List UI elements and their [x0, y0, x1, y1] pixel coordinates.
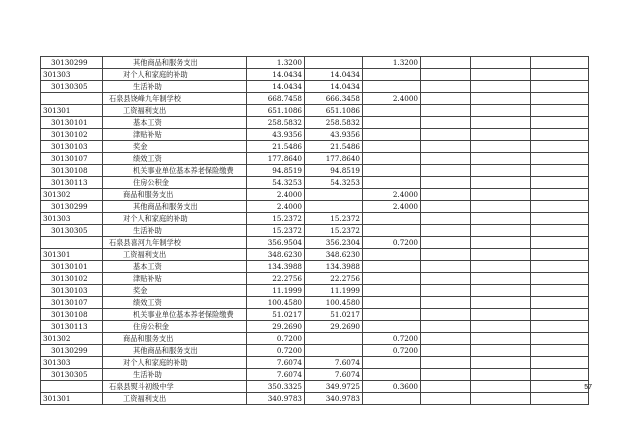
empty-cell: [531, 345, 589, 357]
empty-cell: [421, 357, 471, 369]
project-expense-cell: [363, 273, 421, 285]
total-amount-cell: 15.2372: [247, 225, 305, 237]
subject-name-cell: 奖金: [103, 141, 247, 153]
total-amount-cell: 356.9504: [247, 237, 305, 249]
project-expense-cell: 2.4000: [363, 93, 421, 105]
empty-cell: [531, 129, 589, 141]
empty-cell: [421, 93, 471, 105]
budget-table: [40, 56, 589, 405]
total-amount-cell: 340.9783: [247, 393, 305, 405]
subject-name-cell: 对个人和家庭的补助: [103, 69, 247, 81]
table-row: [41, 225, 589, 237]
empty-cell: [531, 189, 589, 201]
table-row: [41, 297, 589, 309]
total-amount-cell: 2.4000: [247, 201, 305, 213]
subject-name-cell: 其他商品和服务支出: [103, 345, 247, 357]
empty-cell: [421, 141, 471, 153]
subject-code-cell: 30130107: [41, 153, 103, 165]
empty-cell: [421, 345, 471, 357]
empty-cell: [531, 393, 589, 405]
basic-expense-cell: 177.8640: [305, 153, 363, 165]
budget-table-body: [41, 57, 589, 405]
total-amount-cell: 94.8519: [247, 165, 305, 177]
empty-cell: [421, 81, 471, 93]
subject-name-cell: 生活补助: [103, 369, 247, 381]
subject-name-cell: 生活补助: [103, 225, 247, 237]
project-expense-cell: [363, 321, 421, 333]
table-row: [41, 201, 589, 213]
empty-cell: [421, 237, 471, 249]
empty-cell: [531, 261, 589, 273]
basic-expense-cell: 29.2690: [305, 321, 363, 333]
subject-code-cell: [41, 381, 103, 393]
empty-cell: [471, 105, 531, 117]
empty-cell: [471, 117, 531, 129]
total-amount-cell: 7.6074: [247, 369, 305, 381]
empty-cell: [421, 69, 471, 81]
empty-cell: [531, 225, 589, 237]
empty-cell: [421, 273, 471, 285]
empty-cell: [421, 309, 471, 321]
subject-name-cell: 基本工资: [103, 117, 247, 129]
empty-cell: [471, 273, 531, 285]
subject-code-cell: 301303: [41, 213, 103, 225]
total-amount-cell: 11.1999: [247, 285, 305, 297]
subject-code-cell: 30130305: [41, 81, 103, 93]
total-amount-cell: 258.5832: [247, 117, 305, 129]
table-row: [41, 393, 589, 405]
empty-cell: [421, 297, 471, 309]
project-expense-cell: [363, 165, 421, 177]
empty-cell: [421, 201, 471, 213]
total-amount-cell: 15.2372: [247, 213, 305, 225]
empty-cell: [471, 153, 531, 165]
basic-expense-cell: 7.6074: [305, 369, 363, 381]
table-row: [41, 381, 589, 393]
basic-expense-cell: 15.2372: [305, 213, 363, 225]
table-row: [41, 333, 589, 345]
basic-expense-cell: 258.5832: [305, 117, 363, 129]
subject-name-cell: 住房公积金: [103, 321, 247, 333]
subject-code-cell: 30130102: [41, 129, 103, 141]
empty-cell: [471, 357, 531, 369]
basic-expense-cell: 134.3988: [305, 261, 363, 273]
subject-name-cell: 工资福利支出: [103, 249, 247, 261]
empty-cell: [531, 333, 589, 345]
project-expense-cell: [363, 309, 421, 321]
empty-cell: [471, 237, 531, 249]
project-expense-cell: [363, 129, 421, 141]
table-row: [41, 69, 589, 81]
empty-cell: [471, 381, 531, 393]
empty-cell: [421, 381, 471, 393]
empty-cell: [531, 93, 589, 105]
subject-code-cell: 301301: [41, 249, 103, 261]
empty-cell: [421, 321, 471, 333]
total-amount-cell: 43.9356: [247, 129, 305, 141]
total-amount-cell: 177.8640: [247, 153, 305, 165]
basic-expense-cell: 7.6074: [305, 357, 363, 369]
empty-cell: [531, 105, 589, 117]
page-number: 57: [584, 384, 592, 391]
empty-cell: [531, 57, 589, 69]
basic-expense-cell: [305, 57, 363, 69]
empty-cell: [421, 333, 471, 345]
subject-name-cell: 住房公积金: [103, 177, 247, 189]
empty-cell: [531, 369, 589, 381]
subject-code-cell: 30130103: [41, 285, 103, 297]
project-expense-cell: [363, 141, 421, 153]
project-expense-cell: [363, 213, 421, 225]
empty-cell: [531, 213, 589, 225]
empty-cell: [531, 357, 589, 369]
project-expense-cell: [363, 249, 421, 261]
project-expense-cell: 2.4000: [363, 189, 421, 201]
total-amount-cell: 350.3325: [247, 381, 305, 393]
basic-expense-cell: 15.2372: [305, 225, 363, 237]
basic-expense-cell: 54.3253: [305, 177, 363, 189]
empty-cell: [471, 69, 531, 81]
empty-cell: [471, 369, 531, 381]
subject-name-cell: 对个人和家庭的补助: [103, 357, 247, 369]
empty-cell: [531, 81, 589, 93]
table-row: [41, 321, 589, 333]
table-row: [41, 345, 589, 357]
basic-expense-cell: 666.3458: [305, 93, 363, 105]
empty-cell: [471, 189, 531, 201]
total-amount-cell: 51.0217: [247, 309, 305, 321]
basic-expense-cell: [305, 333, 363, 345]
empty-cell: [421, 57, 471, 69]
subject-code-cell: 30130103: [41, 141, 103, 153]
subject-code-cell: [41, 93, 103, 105]
empty-cell: [471, 93, 531, 105]
table-row: [41, 93, 589, 105]
empty-cell: [471, 225, 531, 237]
subject-name-cell: 石泉县饶峰九年制学校: [103, 93, 247, 105]
project-expense-cell: 0.7200: [363, 237, 421, 249]
empty-cell: [421, 117, 471, 129]
empty-cell: [421, 369, 471, 381]
project-expense-cell: [363, 261, 421, 273]
table-row: [41, 57, 589, 69]
project-expense-cell: [363, 81, 421, 93]
project-expense-cell: [363, 297, 421, 309]
subject-code-cell: 30130101: [41, 261, 103, 273]
subject-code-cell: 30130107: [41, 297, 103, 309]
empty-cell: [471, 309, 531, 321]
total-amount-cell: 21.5486: [247, 141, 305, 153]
subject-code-cell: 301302: [41, 189, 103, 201]
total-amount-cell: 100.4580: [247, 297, 305, 309]
basic-expense-cell: 43.9356: [305, 129, 363, 141]
empty-cell: [531, 381, 589, 393]
table-row: [41, 285, 589, 297]
project-expense-cell: [363, 357, 421, 369]
subject-code-cell: 30130299: [41, 57, 103, 69]
subject-name-cell: 工资福利支出: [103, 105, 247, 117]
table-row: [41, 369, 589, 381]
empty-cell: [471, 321, 531, 333]
project-expense-cell: [363, 177, 421, 189]
table-row: [41, 189, 589, 201]
empty-cell: [471, 333, 531, 345]
empty-cell: [471, 393, 531, 405]
subject-name-cell: 津贴补贴: [103, 273, 247, 285]
basic-expense-cell: 349.9725: [305, 381, 363, 393]
subject-name-cell: 其他商品和服务支出: [103, 57, 247, 69]
basic-expense-cell: 340.9783: [305, 393, 363, 405]
empty-cell: [471, 249, 531, 261]
total-amount-cell: 668.7458: [247, 93, 305, 105]
empty-cell: [531, 237, 589, 249]
empty-cell: [531, 69, 589, 81]
basic-expense-cell: 94.8519: [305, 165, 363, 177]
basic-expense-cell: 21.5486: [305, 141, 363, 153]
empty-cell: [421, 177, 471, 189]
empty-cell: [421, 249, 471, 261]
total-amount-cell: 651.1086: [247, 105, 305, 117]
subject-code-cell: 301301: [41, 105, 103, 117]
empty-cell: [471, 165, 531, 177]
table-row: [41, 237, 589, 249]
total-amount-cell: 2.4000: [247, 189, 305, 201]
subject-code-cell: 30130108: [41, 165, 103, 177]
empty-cell: [421, 189, 471, 201]
subject-code-cell: 30130113: [41, 321, 103, 333]
empty-cell: [531, 153, 589, 165]
subject-code-cell: 30130101: [41, 117, 103, 129]
total-amount-cell: 348.6230: [247, 249, 305, 261]
subject-name-cell: 商品和服务支出: [103, 333, 247, 345]
basic-expense-cell: 51.0217: [305, 309, 363, 321]
basic-expense-cell: 100.4580: [305, 297, 363, 309]
subject-code-cell: 301303: [41, 69, 103, 81]
subject-code-cell: 30130113: [41, 177, 103, 189]
total-amount-cell: 7.6074: [247, 357, 305, 369]
subject-code-cell: 301302: [41, 333, 103, 345]
subject-name-cell: 绩效工资: [103, 297, 247, 309]
total-amount-cell: 22.2756: [247, 273, 305, 285]
empty-cell: [531, 117, 589, 129]
project-expense-cell: [363, 69, 421, 81]
total-amount-cell: 0.7200: [247, 345, 305, 357]
project-expense-cell: [363, 153, 421, 165]
subject-name-cell: 津贴补贴: [103, 129, 247, 141]
project-expense-cell: [363, 117, 421, 129]
empty-cell: [531, 177, 589, 189]
empty-cell: [531, 141, 589, 153]
empty-cell: [471, 129, 531, 141]
empty-cell: [531, 321, 589, 333]
basic-expense-cell: [305, 189, 363, 201]
subject-code-cell: 30130299: [41, 345, 103, 357]
empty-cell: [531, 273, 589, 285]
total-amount-cell: 54.3253: [247, 177, 305, 189]
subject-code-cell: 30130102: [41, 273, 103, 285]
empty-cell: [531, 285, 589, 297]
basic-expense-cell: 651.1086: [305, 105, 363, 117]
subject-code-cell: 301301: [41, 393, 103, 405]
table-row: [41, 309, 589, 321]
project-expense-cell: 0.7200: [363, 333, 421, 345]
project-expense-cell: [363, 105, 421, 117]
table-row: [41, 177, 589, 189]
basic-expense-cell: 22.2756: [305, 273, 363, 285]
subject-name-cell: 基本工资: [103, 261, 247, 273]
subject-code-cell: 30130108: [41, 309, 103, 321]
empty-cell: [471, 81, 531, 93]
table-row: [41, 165, 589, 177]
table-row: [41, 141, 589, 153]
total-amount-cell: 14.0434: [247, 69, 305, 81]
basic-expense-cell: [305, 345, 363, 357]
subject-name-cell: 奖金: [103, 285, 247, 297]
empty-cell: [421, 213, 471, 225]
project-expense-cell: 0.7200: [363, 345, 421, 357]
empty-cell: [421, 165, 471, 177]
empty-cell: [421, 153, 471, 165]
subject-code-cell: 30130305: [41, 225, 103, 237]
subject-code-cell: [41, 237, 103, 249]
project-expense-cell: [363, 225, 421, 237]
project-expense-cell: 2.4000: [363, 201, 421, 213]
total-amount-cell: 0.7200: [247, 333, 305, 345]
subject-name-cell: 对个人和家庭的补助: [103, 213, 247, 225]
subject-name-cell: 其他商品和服务支出: [103, 201, 247, 213]
subject-code-cell: 301303: [41, 357, 103, 369]
table-row: [41, 273, 589, 285]
subject-name-cell: 石泉县喜河九年制学校: [103, 237, 247, 249]
table-row: [41, 213, 589, 225]
empty-cell: [421, 105, 471, 117]
basic-expense-cell: 14.0434: [305, 69, 363, 81]
empty-cell: [421, 285, 471, 297]
empty-cell: [471, 297, 531, 309]
project-expense-cell: [363, 393, 421, 405]
total-amount-cell: 1.3200: [247, 57, 305, 69]
subject-code-cell: 30130299: [41, 201, 103, 213]
empty-cell: [471, 201, 531, 213]
table-row: [41, 129, 589, 141]
empty-cell: [471, 285, 531, 297]
subject-name-cell: 绩效工资: [103, 153, 247, 165]
project-expense-cell: 1.3200: [363, 57, 421, 69]
total-amount-cell: 14.0434: [247, 81, 305, 93]
empty-cell: [471, 261, 531, 273]
table-row: [41, 153, 589, 165]
empty-cell: [531, 249, 589, 261]
table-row: [41, 117, 589, 129]
project-expense-cell: [363, 285, 421, 297]
basic-expense-cell: 356.2304: [305, 237, 363, 249]
basic-expense-cell: 14.0434: [305, 81, 363, 93]
basic-expense-cell: 11.1999: [305, 285, 363, 297]
empty-cell: [421, 225, 471, 237]
empty-cell: [421, 261, 471, 273]
table-row: [41, 249, 589, 261]
empty-cell: [421, 129, 471, 141]
empty-cell: [471, 141, 531, 153]
empty-cell: [531, 309, 589, 321]
total-amount-cell: 134.3988: [247, 261, 305, 273]
table-row: [41, 105, 589, 117]
empty-cell: [471, 213, 531, 225]
subject-code-cell: 30130305: [41, 369, 103, 381]
empty-cell: [471, 57, 531, 69]
table-row: [41, 81, 589, 93]
table-row: [41, 357, 589, 369]
total-amount-cell: 29.2690: [247, 321, 305, 333]
subject-name-cell: 石泉县熨斗初级中学: [103, 381, 247, 393]
empty-cell: [531, 297, 589, 309]
table-row: [41, 261, 589, 273]
project-expense-cell: [363, 369, 421, 381]
empty-cell: [421, 393, 471, 405]
empty-cell: [471, 177, 531, 189]
subject-name-cell: 机关事业单位基本养老保险缴费: [103, 165, 247, 177]
project-expense-cell: 0.3600: [363, 381, 421, 393]
empty-cell: [531, 165, 589, 177]
empty-cell: [471, 345, 531, 357]
empty-cell: [531, 201, 589, 213]
basic-expense-cell: 348.6230: [305, 249, 363, 261]
subject-name-cell: 机关事业单位基本养老保险缴费: [103, 309, 247, 321]
subject-name-cell: 工资福利支出: [103, 393, 247, 405]
subject-name-cell: 商品和服务支出: [103, 189, 247, 201]
basic-expense-cell: [305, 201, 363, 213]
subject-name-cell: 生活补助: [103, 81, 247, 93]
